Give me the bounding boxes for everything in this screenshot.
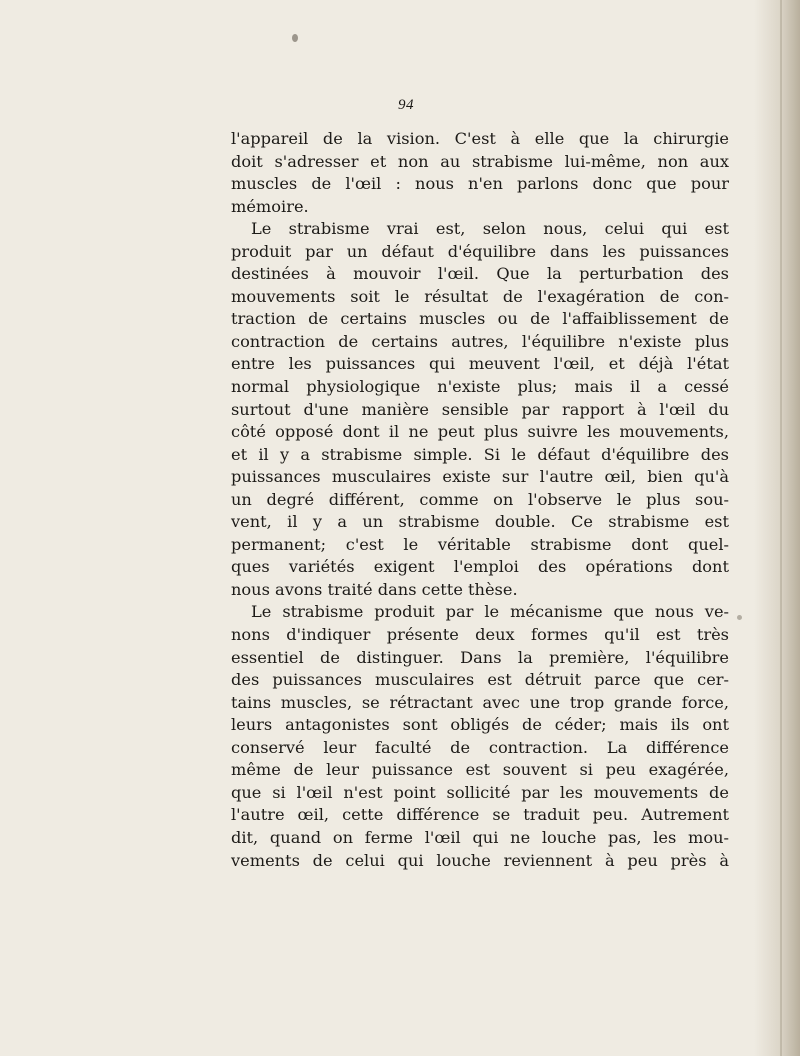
text-line: Le strabisme vrai est, selon nous, celui qui est: [251, 219, 729, 239]
text-line: destinées à mouvoir l'œil. Que la perturbation des: [231, 264, 729, 284]
text-line: même de leur puissance est souvent si peu exagérée,: [231, 760, 729, 780]
text-line: des puissances musculaires est détruit parce que cer-: [231, 670, 729, 690]
page-edge-shadow: [754, 0, 800, 1056]
text-line: conservé leur faculté de contraction. La différence: [231, 737, 729, 757]
text-line: l'appareil de la vision. C'est à elle que la chirurgie: [231, 129, 729, 148]
page-number: 94: [398, 97, 414, 113]
paper-spot: [292, 34, 298, 42]
text-line: nous avons traité dans cette thèse.: [231, 579, 518, 599]
body-text: [231, 128, 729, 872]
paper-spot: [737, 615, 742, 620]
text-line: vent, il y a un strabisme double. Ce strabisme est: [231, 512, 729, 532]
text-line: surtout d'une manière sensible par rapport à l'œil du: [231, 399, 729, 419]
text-line: muscles de l'œil : nous n'en parlons donc que pour: [231, 174, 729, 194]
text-line: un degré différent, comme on l'observe le plus sou-: [231, 489, 729, 509]
text-line: leurs antagonistes sont obligés de céder; mais ils ont: [231, 715, 729, 735]
text-line: côté opposé dont il ne peut plus suivre les mouvements,: [231, 422, 729, 442]
text-line: entre les puissances qui meuvent l'œil, et déjà l'état: [231, 354, 729, 374]
text-line: normal physiologique n'existe plus; mais il a cessé: [231, 377, 729, 397]
text-line: ques variétés exigent l'emploi des opérations dont: [231, 557, 729, 577]
text-line: et il y a strabisme simple. Si le défaut d'équilibre des: [231, 444, 729, 464]
text-line: puissances musculaires existe sur l'autre œil, bien qu'à: [231, 467, 729, 487]
text-line: vements de celui qui louche reviennent à peu près à: [231, 850, 729, 870]
text-line: traction de certains muscles ou de l'affaiblissement de: [231, 309, 729, 329]
text-line: que si l'œil n'est point sollicité par les mouvements de: [231, 782, 729, 802]
text-line: produit par un défaut d'équilibre dans les puissances: [231, 241, 729, 261]
text-line: mémoire.: [231, 196, 309, 216]
page-edge-line: [780, 0, 782, 1056]
text-line: dit, quand on ferme l'œil qui ne louche pas, les mou-: [231, 827, 729, 847]
text-line: mouvements soit le résultat de l'exagération de con-: [231, 286, 729, 306]
text-line: essentiel de distinguer. Dans la première, l'équilibre: [231, 647, 729, 667]
text-line: contraction de certains autres, l'équilibre n'existe plus: [231, 331, 729, 351]
text-line: doit s'adresser et non au strabisme lui-même, non aux: [231, 151, 729, 171]
text-line: l'autre œil, cette différence se traduit peu. Autrement: [231, 805, 729, 825]
text-line: nons d'indiquer présente deux formes qu'il est très: [231, 625, 729, 645]
text-line: tains muscles, se rétractant avec une trop grande force,: [231, 692, 729, 712]
text-line: permanent; c'est le véritable strabisme dont quel-: [231, 534, 729, 554]
text-line: Le strabisme produit par le mécanisme que nous ve-: [251, 602, 729, 622]
